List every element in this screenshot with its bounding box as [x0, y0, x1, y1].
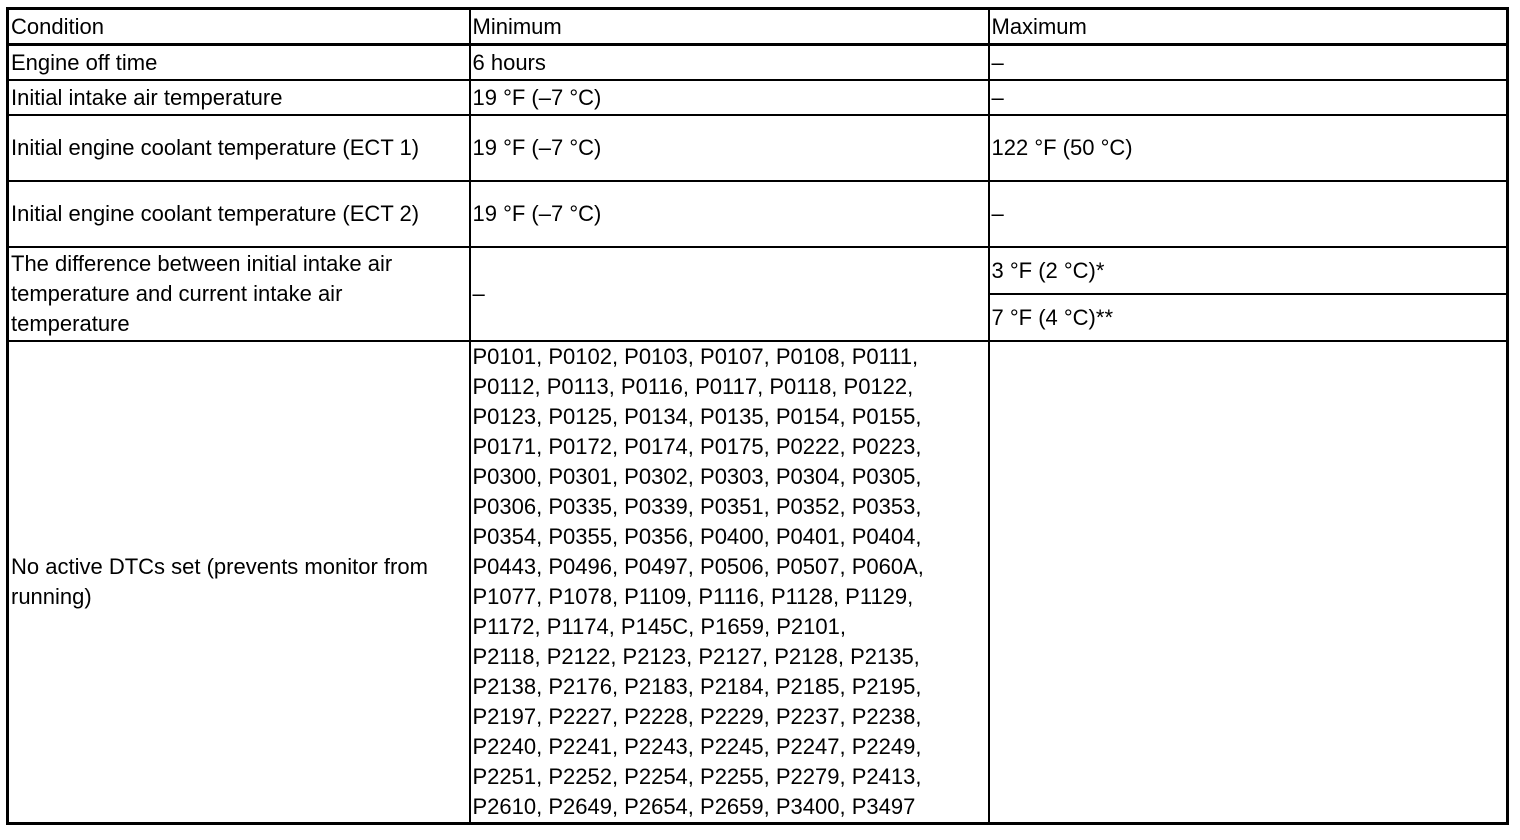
maximum-cell: 7 °F (4 °C)**	[989, 294, 1508, 341]
condition-cell: Initial intake air temperature	[8, 80, 470, 115]
table-row	[8, 45, 1508, 81]
table-row	[8, 181, 1508, 247]
dtc-line: P1172, P1174, P145C, P1659, P2101,	[472, 614, 846, 639]
dtc-line: P2138, P2176, P2183, P2184, P2185, P2195,	[472, 674, 922, 699]
maximum-cell	[989, 341, 1508, 824]
header-row	[8, 9, 1508, 45]
header-maximum: Maximum	[989, 9, 1508, 45]
dtc-line: P2251, P2252, P2254, P2255, P2279, P2413,	[472, 764, 922, 789]
header-minimum: Minimum	[470, 9, 989, 45]
condition-cell: No active DTCs set (prevents monitor from running)	[8, 341, 470, 824]
condition-cell: The difference between initial intake air temperature and current intake air temperature	[8, 247, 470, 341]
minimum-cell: –	[470, 247, 989, 341]
maximum-cell: –	[989, 80, 1508, 115]
maximum-cell: –	[989, 181, 1508, 247]
dtc-line: P0171, P0172, P0174, P0175, P0222, P0223,	[472, 434, 922, 459]
dtc-list-cell	[470, 341, 989, 824]
minimum-cell: 19 °F (–7 °C)	[470, 115, 989, 181]
minimum-cell: 6 hours	[470, 45, 989, 81]
minimum-cell: 19 °F (–7 °C)	[470, 80, 989, 115]
maximum-cell: 3 °F (2 °C)*	[989, 247, 1508, 294]
dtc-line: P0123, P0125, P0134, P0135, P0154, P0155,	[472, 404, 922, 429]
table-row	[8, 115, 1508, 181]
conditions-table-container	[6, 7, 1506, 825]
maximum-cell: 122 °F (50 °C)	[989, 115, 1508, 181]
dtc-line: P0101, P0102, P0103, P0107, P0108, P0111,	[472, 344, 919, 369]
header-condition: Condition	[8, 9, 470, 45]
condition-cell: Initial engine coolant temperature (ECT 1)	[8, 115, 470, 181]
table-row	[8, 80, 1508, 115]
dtc-line: P2197, P2227, P2228, P2229, P2237, P2238,	[472, 704, 922, 729]
dtc-line: P0306, P0335, P0339, P0351, P0352, P0353,	[472, 494, 922, 519]
dtc-line: P0300, P0301, P0302, P0303, P0304, P0305,	[472, 464, 922, 489]
dtc-line: P0112, P0113, P0116, P0117, P0118, P0122,	[472, 374, 914, 399]
dtc-line: P2118, P2122, P2123, P2127, P2128, P2135,	[472, 644, 920, 669]
dtc-line: P2610, P2649, P2654, P2659, P3400, P3497	[472, 794, 916, 819]
dtc-line: P0354, P0355, P0356, P0400, P0401, P0404,	[472, 524, 922, 549]
dtc-line: P1077, P1078, P1109, P1116, P1128, P1129,	[472, 584, 914, 609]
table-row	[8, 247, 1508, 294]
minimum-cell: 19 °F (–7 °C)	[470, 181, 989, 247]
condition-cell: Engine off time	[8, 45, 470, 81]
condition-cell: Initial engine coolant temperature (ECT 2)	[8, 181, 470, 247]
conditions-table	[6, 7, 1509, 825]
dtc-line: P0443, P0496, P0497, P0506, P0507, P060A,	[472, 554, 924, 579]
table-row	[8, 341, 1508, 824]
dtc-line: P2240, P2241, P2243, P2245, P2247, P2249,	[472, 734, 922, 759]
maximum-cell: –	[989, 45, 1508, 81]
